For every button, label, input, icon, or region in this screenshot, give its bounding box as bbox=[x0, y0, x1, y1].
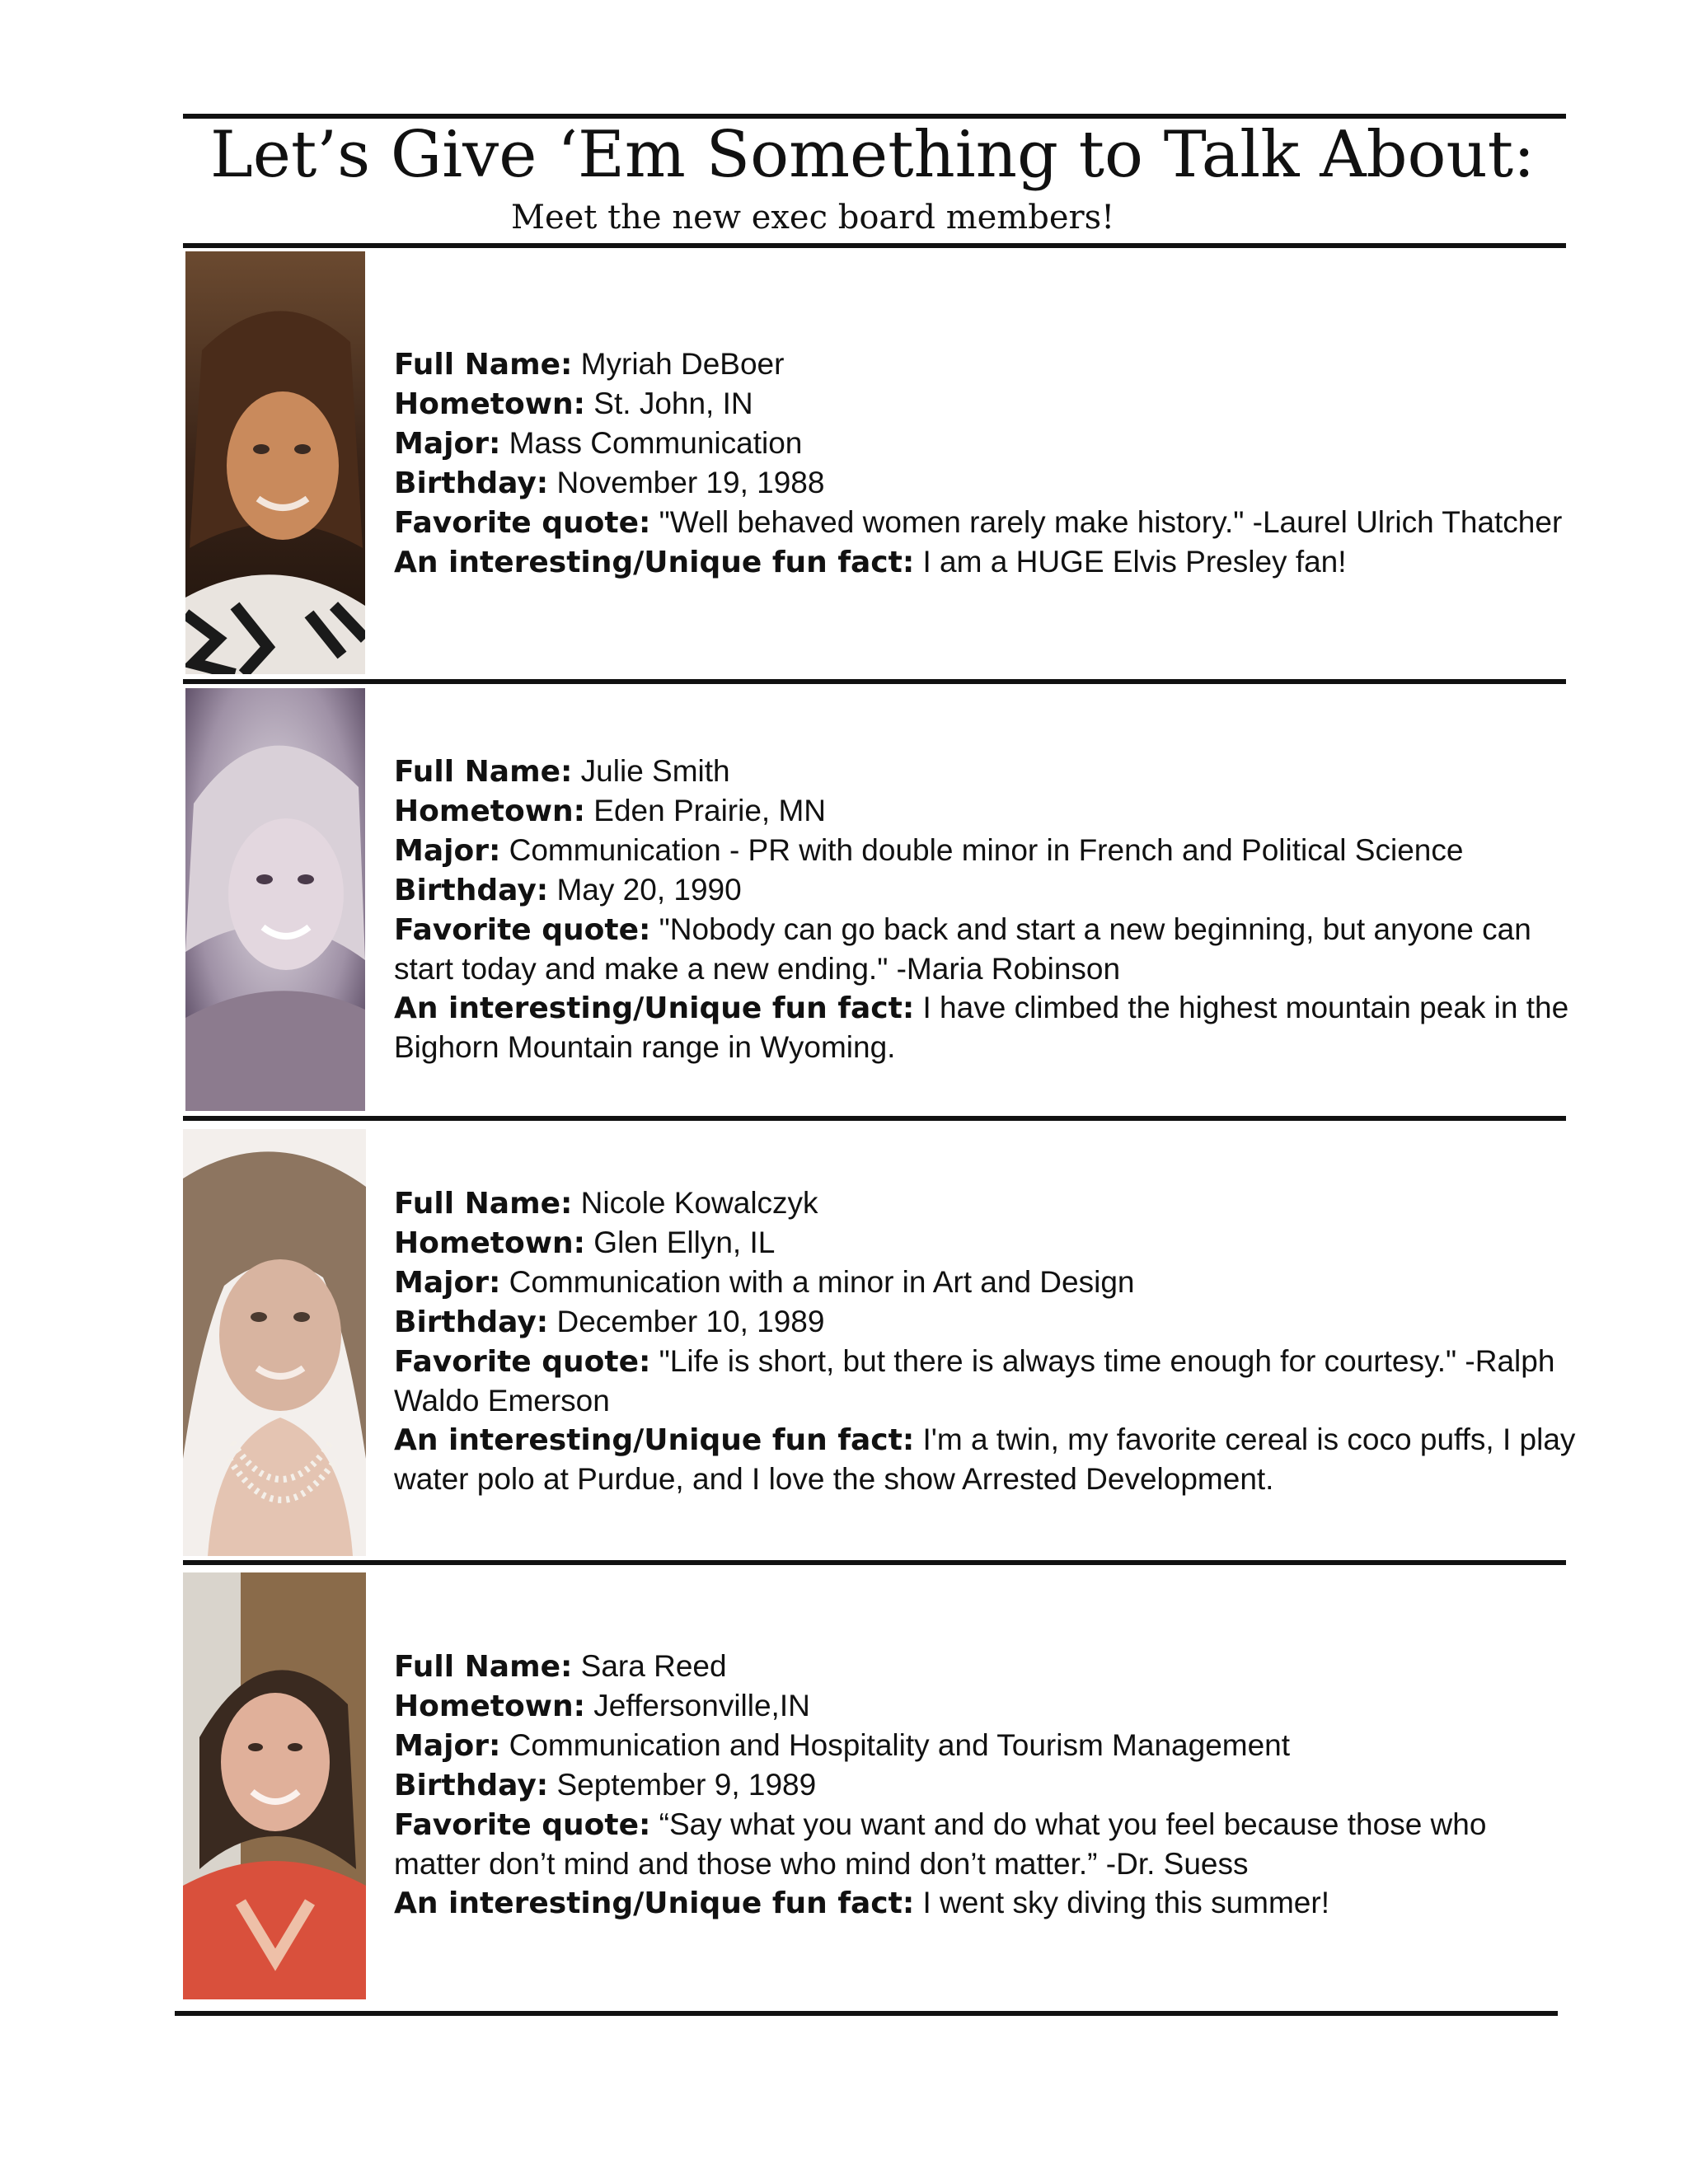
member-profile-1 bbox=[394, 344, 1581, 582]
birthday-label: Birthday: bbox=[394, 1305, 549, 1339]
favorite-quote-label: Favorite quote: bbox=[394, 1808, 651, 1842]
fun-fact-row bbox=[394, 1420, 1581, 1498]
birthday-value: September 9, 1989 bbox=[556, 1768, 817, 1802]
favorite-quote-row bbox=[394, 1805, 1581, 1883]
major-value: Communication with a minor in Art and Design bbox=[509, 1265, 1135, 1299]
birthday-row bbox=[394, 870, 1581, 910]
member-profile-4 bbox=[394, 1647, 1581, 1923]
birthday-value: November 19, 1988 bbox=[556, 466, 825, 499]
full-name-value: Julie Smith bbox=[580, 754, 730, 788]
birthday-row bbox=[394, 463, 1581, 503]
member-divider-2 bbox=[183, 1116, 1566, 1121]
birthday-label: Birthday: bbox=[394, 874, 549, 907]
page-subtitle: Meet the new exec board members! bbox=[511, 199, 1115, 237]
fun-fact-value: I went sky diving this summer! bbox=[922, 1886, 1329, 1919]
major-row bbox=[394, 424, 1581, 463]
member-profile-3 bbox=[394, 1183, 1581, 1498]
major-label: Major: bbox=[394, 427, 501, 461]
fun-fact-value: I have climbed the highest mountain peak in the Bighorn Mountain range in Wyoming. bbox=[394, 991, 1569, 1064]
fun-fact-row bbox=[394, 542, 1581, 582]
member-photo-4 bbox=[183, 1572, 366, 1999]
birthday-row bbox=[394, 1302, 1581, 1342]
fun-fact-value: I am a HUGE Elvis Presley fan! bbox=[922, 545, 1347, 579]
major-row bbox=[394, 1263, 1581, 1302]
hometown-label: Hometown: bbox=[394, 1226, 586, 1260]
hometown-label: Hometown: bbox=[394, 794, 586, 828]
birthday-label: Birthday: bbox=[394, 466, 549, 500]
major-value: Mass Communication bbox=[509, 426, 803, 460]
birthday-row bbox=[394, 1765, 1581, 1805]
hometown-label: Hometown: bbox=[394, 387, 586, 421]
member-profile-2 bbox=[394, 752, 1581, 1066]
fun-fact-label: An interesting/Unique fun fact: bbox=[394, 1886, 915, 1920]
page-title: Let’s Give ‘Em Something to Talk About: bbox=[210, 118, 1536, 192]
full-name-label: Full Name: bbox=[394, 755, 573, 789]
major-label: Major: bbox=[394, 1266, 501, 1300]
fun-fact-label: An interesting/Unique fun fact: bbox=[394, 991, 915, 1025]
major-label: Major: bbox=[394, 834, 501, 868]
full-name-row bbox=[394, 1647, 1581, 1686]
fun-fact-label: An interesting/Unique fun fact: bbox=[394, 1423, 915, 1457]
major-value: Communication - PR with double minor in French and Political Science bbox=[509, 833, 1464, 867]
full-name-label: Full Name: bbox=[394, 1187, 573, 1221]
favorite-quote-label: Favorite quote: bbox=[394, 1345, 651, 1379]
favorite-quote-value: "Nobody can go back and start a new beginning, but anyone can start today and make a new ending." -Maria Robinson bbox=[394, 912, 1531, 986]
hometown-value: St. John, IN bbox=[593, 387, 753, 420]
hometown-row bbox=[394, 1223, 1581, 1263]
birthday-value: December 10, 1989 bbox=[556, 1305, 825, 1338]
member-divider-3 bbox=[183, 1560, 1566, 1565]
major-label: Major: bbox=[394, 1729, 501, 1763]
favorite-quote-value: “Say what you want and do what you feel because those who matter don’t mind and those who mind don’t matter.” -Dr. Suess bbox=[394, 1807, 1487, 1881]
member-photo-1 bbox=[185, 251, 365, 674]
full-name-label: Full Name: bbox=[394, 348, 573, 382]
favorite-quote-row bbox=[394, 910, 1581, 988]
birthday-value: May 20, 1990 bbox=[556, 873, 742, 907]
full-name-row bbox=[394, 344, 1581, 384]
full-name-row bbox=[394, 1183, 1581, 1223]
hometown-value: Glen Ellyn, IL bbox=[593, 1226, 776, 1259]
favorite-quote-label: Favorite quote: bbox=[394, 913, 651, 947]
hometown-value: Eden Prairie, MN bbox=[593, 794, 827, 827]
member-divider-1 bbox=[183, 679, 1566, 684]
full-name-row bbox=[394, 752, 1581, 791]
bottom-rule bbox=[175, 2011, 1558, 2016]
major-value: Communication and Hospitality and Tourism Management bbox=[509, 1728, 1291, 1762]
header-bottom-rule bbox=[183, 243, 1566, 248]
full-name-value: Myriah DeBoer bbox=[580, 347, 785, 381]
favorite-quote-row bbox=[394, 503, 1581, 542]
major-row bbox=[394, 1726, 1581, 1765]
full-name-value: Sara Reed bbox=[580, 1649, 727, 1683]
major-row bbox=[394, 831, 1581, 870]
full-name-value: Nicole Kowalczyk bbox=[580, 1186, 818, 1220]
fun-fact-value: I'm a twin, my favorite cereal is coco puffs, I play water polo at Purdue, and I love the show Arrested Development. bbox=[394, 1422, 1576, 1496]
member-photo-2 bbox=[185, 688, 365, 1111]
hometown-row bbox=[394, 384, 1581, 424]
hometown-label: Hometown: bbox=[394, 1690, 586, 1723]
birthday-label: Birthday: bbox=[394, 1769, 549, 1802]
favorite-quote-value: "Life is short, but there is always time enough for courtesy." -Ralph Waldo Emerson bbox=[394, 1344, 1555, 1418]
hometown-row bbox=[394, 1686, 1581, 1726]
hometown-value: Jeffersonville,IN bbox=[593, 1689, 810, 1722]
favorite-quote-row bbox=[394, 1342, 1581, 1420]
favorite-quote-label: Favorite quote: bbox=[394, 506, 651, 540]
favorite-quote-value: "Well behaved women rarely make history." -Laurel Ulrich Thatcher bbox=[659, 505, 1563, 539]
hometown-row bbox=[394, 791, 1581, 831]
member-photo-3 bbox=[183, 1129, 366, 1556]
full-name-label: Full Name: bbox=[394, 1650, 573, 1684]
fun-fact-row bbox=[394, 988, 1581, 1066]
fun-fact-label: An interesting/Unique fun fact: bbox=[394, 546, 915, 579]
fun-fact-row bbox=[394, 1883, 1581, 1923]
